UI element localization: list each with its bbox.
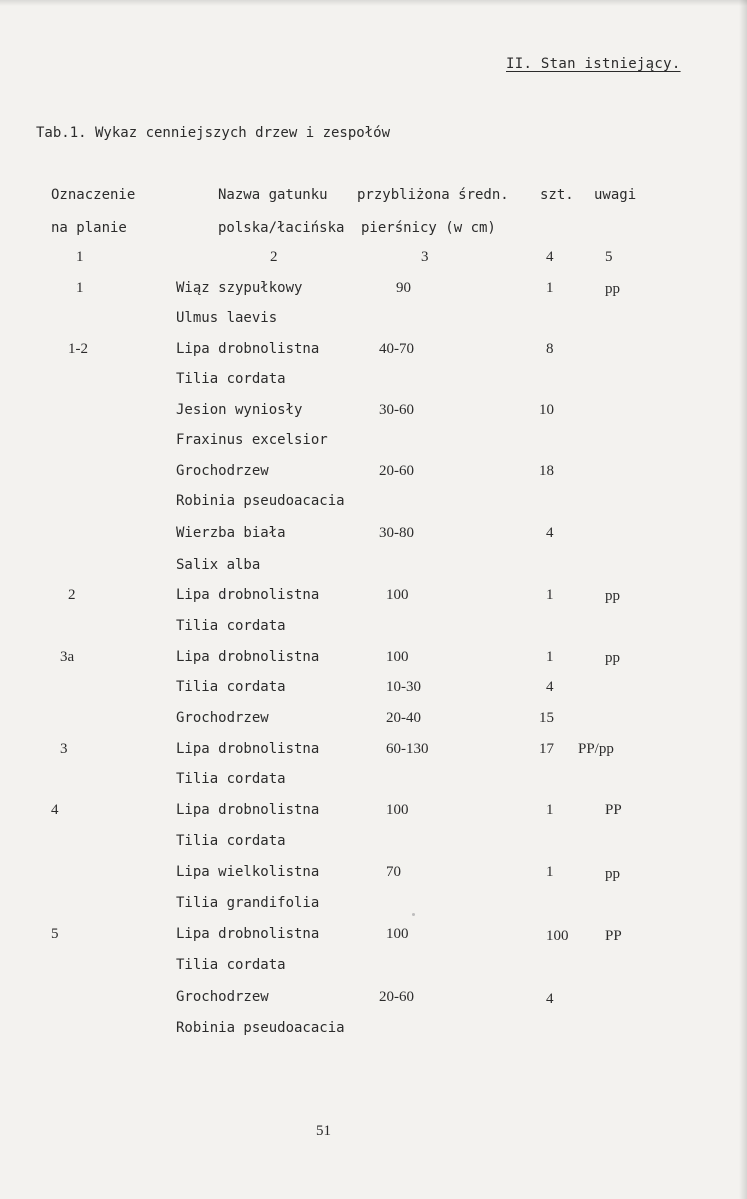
row-species-latin: Fraxinus excelsior [176,432,328,448]
row-mark: 3a [60,649,75,665]
row-mark: 4 [51,802,59,818]
row-count: 4 [546,679,554,695]
page-number: 51 [316,1123,331,1139]
row-count: 1 [546,864,554,880]
scan-speck [412,913,415,916]
row-mark: 1 [76,280,84,296]
row-count: 8 [546,341,554,357]
row-count: 18 [539,463,554,479]
row-diameter: 30-80 [379,525,414,541]
table-title: Tab.1. Wykaz cenniejszych drzew i zespołów [36,125,391,141]
row-notes: pp [605,650,620,666]
row-count: 4 [546,525,554,541]
row-species-name: Lipa drobnolistna [176,926,320,942]
column-number: 2 [270,249,278,265]
row-count: 1 [546,280,554,296]
row-mark: 1-2 [68,341,88,357]
row-species-name: Lipa drobnolistna [176,741,320,757]
header-designation-line1: Oznaczenie [51,187,136,203]
row-species-name: Jesion wyniosły [176,402,303,418]
row-diameter: 20-60 [379,989,414,1005]
row-diameter: 100 [386,587,409,603]
row-diameter: 100 [386,802,409,818]
row-species-name: Lipa drobnolistna [176,649,320,665]
row-species-latin: Tilia cordata [176,371,286,387]
column-number: 5 [605,249,613,265]
row-species-name: Grochodrzew [176,463,269,479]
row-count: 17 [539,741,554,757]
header-notes: uwagi [594,187,637,203]
row-count: 4 [546,991,554,1007]
scan-top-shadow [0,0,747,6]
row-count: 15 [539,710,554,726]
row-notes: pp [605,866,620,882]
row-species-name: Wierzba biała [176,525,286,541]
row-species-latin: Robinia pseudoacacia [176,493,345,509]
row-count: 1 [546,802,554,818]
row-notes: pp [605,588,620,604]
row-species-name: Lipa drobnolistna [176,587,320,603]
row-species-name: Lipa wielkolistna [176,864,320,880]
row-diameter: 30-60 [379,402,414,418]
row-diameter: 20-60 [379,463,414,479]
header-designation-line2: na planie [51,220,127,236]
row-species-name: Lipa drobnolistna [176,341,320,357]
row-mark: 2 [68,587,76,603]
row-count: 1 [546,587,554,603]
row-notes: PP [605,802,622,818]
header-diameter-line2: pierśnicy (w cm) [361,220,496,236]
row-species-latin: Tilia cordata [176,833,286,849]
scan-edge-shadow [739,0,747,1199]
row-diameter: 90 [396,280,411,296]
column-number: 3 [421,249,429,265]
column-number: 1 [76,249,84,265]
row-species-latin: Robinia pseudoacacia [176,1020,345,1036]
row-species-latin: Tilia cordata [176,771,286,787]
row-count: 10 [539,402,554,418]
row-species-name: Wiąz szypułkowy [176,280,303,296]
row-count: 1 [546,649,554,665]
column-number: 4 [546,249,554,265]
row-mark: 3 [60,741,68,757]
row-species-latin: Tilia grandifolia [176,895,320,911]
header-species-line2: polska/łacińska [218,220,345,236]
row-diameter: 100 [386,649,409,665]
section-header: II. Stan istniejący. [506,56,681,72]
header-count: szt. [540,187,574,203]
header-diameter-line1: przybliżona średn. [357,187,509,203]
row-species-name: Tilia cordata [176,679,286,695]
row-species-latin: Salix alba [176,557,261,573]
row-mark: 5 [51,926,59,942]
row-diameter: 100 [386,926,409,942]
row-diameter: 10-30 [386,679,421,695]
header-species-line1: Nazwa gatunku [218,187,328,203]
row-diameter: 70 [386,864,401,880]
row-species-latin: Ulmus laevis [176,310,278,326]
row-species-latin: Tilia cordata [176,957,286,973]
row-count: 100 [546,928,569,944]
row-species-name: Grochodrzew [176,989,269,1005]
row-notes: PP/pp [578,741,614,757]
row-notes: PP [605,928,622,944]
row-notes: pp [605,281,620,297]
row-species-name: Grochodrzew [176,710,269,726]
row-diameter: 40-70 [379,341,414,357]
row-diameter: 20-40 [386,710,421,726]
row-species-latin: Tilia cordata [176,618,286,634]
row-species-name: Lipa drobnolistna [176,802,320,818]
row-diameter: 60-130 [386,741,429,757]
